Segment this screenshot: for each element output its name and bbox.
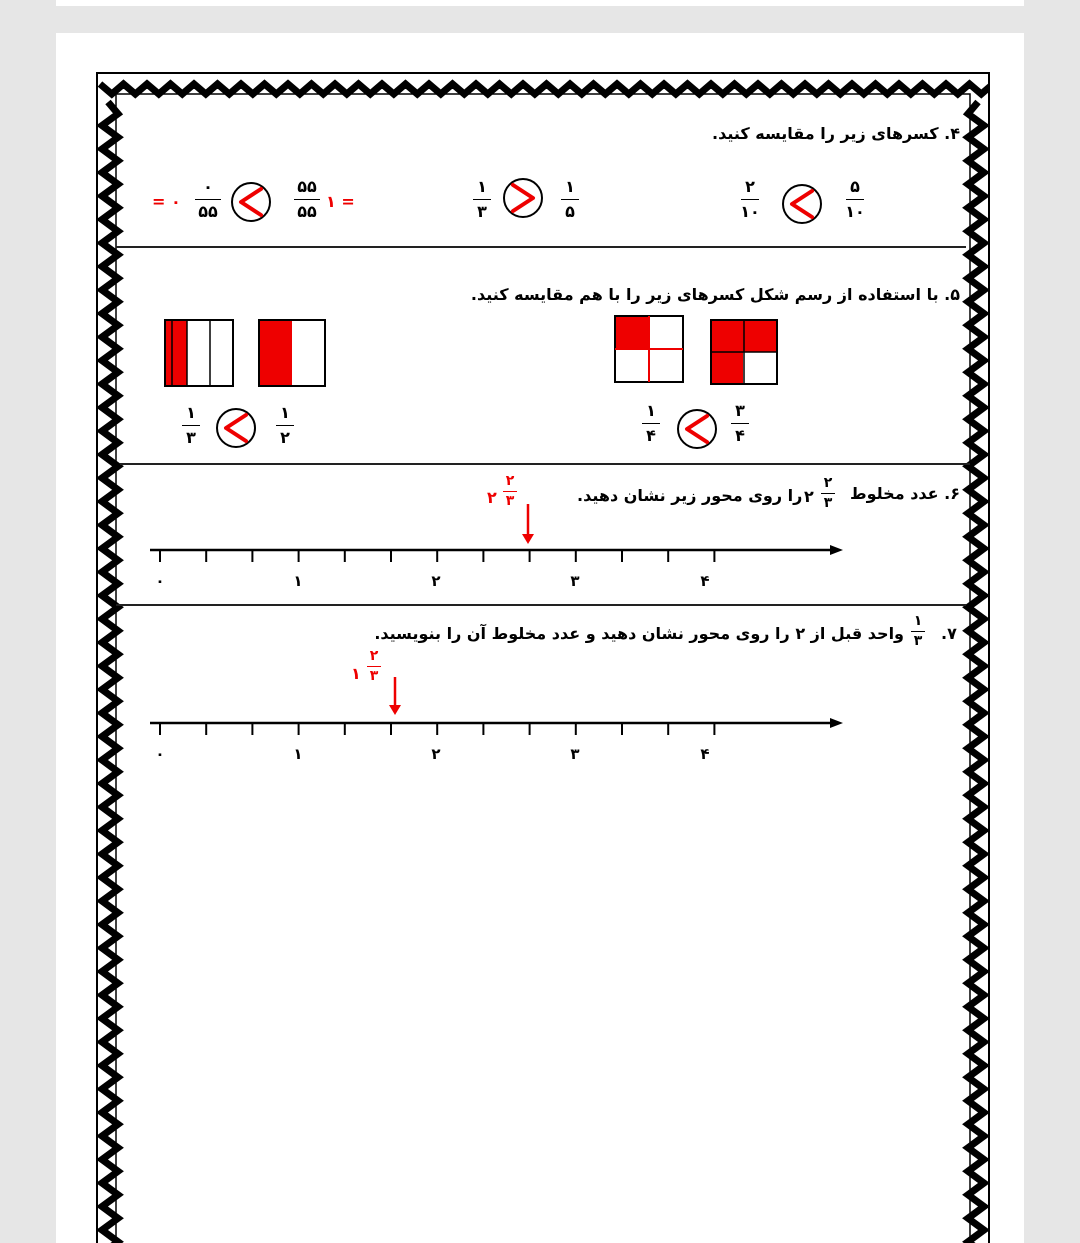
q4-pair2-left-fraction — [558, 178, 582, 221]
denominator: ۳ — [913, 633, 923, 649]
numerator: ۲ — [823, 475, 833, 491]
tick-label-1: ۱ — [293, 745, 303, 763]
q4-pair1-left-fraction — [843, 178, 867, 221]
tick-label-2: ۲ — [431, 745, 441, 763]
numerator: ۱ — [186, 403, 196, 422]
q6-title-part1: ۶. عدد مخلوط — [850, 484, 960, 503]
denominator: ۵ — [565, 202, 575, 221]
q4-pair2-right-fraction — [470, 178, 494, 221]
less-than-sign — [226, 415, 246, 441]
less-than-sign — [792, 191, 812, 217]
denominator: ۱۰ — [845, 202, 865, 221]
greater-than-sign — [513, 185, 533, 211]
q7-fraction — [908, 614, 928, 649]
denominator: ۳ — [823, 495, 833, 511]
q6-title-part2: را روی محور زیر نشان دهید. — [577, 486, 803, 505]
q5-pair2-compare-circle — [214, 406, 258, 450]
divider — [116, 604, 966, 606]
q5-shape-one-quarter — [613, 314, 685, 384]
q4-pair3-left-fraction — [291, 178, 323, 221]
less-than-sign — [687, 416, 707, 442]
denominator: ۴ — [735, 426, 745, 445]
numerator: ۲ — [505, 473, 515, 489]
q6-answer-whole: ۲ — [487, 488, 497, 507]
q6-number-line — [140, 500, 860, 600]
numerator: ۲ — [369, 648, 379, 664]
q4-pair3-compare-circle — [229, 180, 273, 224]
q5-shape-one-third — [163, 318, 235, 388]
tick-label-2: ۲ — [431, 572, 441, 590]
denominator: ۱۰ — [740, 202, 760, 221]
denominator: ۵۵ — [198, 202, 218, 221]
q5-pair2-right-fraction — [179, 404, 203, 447]
less-than-sign — [241, 189, 261, 215]
denominator: ۴ — [646, 426, 656, 445]
tick-label-4: ۴ — [700, 572, 710, 590]
numerator: ۱ — [646, 401, 656, 420]
q5-pair1-right-fraction — [639, 402, 663, 445]
q5-pair1-compare-circle — [675, 407, 719, 451]
numerator: ۳ — [735, 401, 745, 420]
numerator: ۱ — [565, 177, 575, 196]
numerator: ۲ — [745, 177, 755, 196]
q5-shape-one-half — [257, 318, 327, 388]
q5-title: ۵. با استفاده از رسم شکل کسرهای زیر را با هم مقایسه کنید. — [470, 285, 960, 304]
tick-label-1: ۱ — [293, 572, 303, 590]
numerator: ۰ — [203, 177, 213, 196]
q5-pair1-left-fraction — [728, 402, 752, 445]
divider — [116, 246, 966, 248]
tick-label-3: ۳ — [570, 572, 580, 590]
q4-pair1-compare-circle — [780, 182, 824, 226]
q7-number-line — [140, 673, 860, 773]
denominator: ۳ — [505, 493, 515, 509]
q4-pair2-compare-circle — [501, 176, 545, 220]
denominator: ۳ — [477, 202, 487, 221]
tick-label-0: ۰ — [155, 745, 165, 763]
tick-label-0: ۰ — [155, 572, 165, 590]
previous-page-edge — [56, 0, 1024, 6]
numerator: ۵۵ — [297, 177, 317, 196]
denominator: ۵۵ — [297, 202, 317, 221]
q4-title: ۴. کسرهای زیر را مقایسه کنید. — [712, 124, 960, 143]
q4-pair3-equals-one: ۱ = — [326, 192, 355, 211]
q7-title: واحد قبل از ۲ را روی محور نشان دهید و عدد مخلوط آن را بنویسید. — [374, 624, 904, 643]
q6-mixed-whole: ۲ — [804, 487, 814, 506]
tick-label-3: ۳ — [570, 745, 580, 763]
q5-shape-three-quarters — [709, 318, 779, 386]
q4-pair3-right-fraction — [192, 178, 224, 221]
q7-answer-whole: ۱ — [351, 664, 361, 683]
q4-pair3-equals-zero: = ۰ — [152, 192, 181, 211]
numerator: ۱ — [280, 403, 290, 422]
numerator: ۱ — [477, 177, 487, 196]
numerator: ۱ — [913, 613, 923, 629]
q7-number: ۷. — [941, 624, 957, 643]
denominator: ۳ — [369, 668, 379, 684]
numerator: ۵ — [850, 177, 860, 196]
q5-pair2-left-fraction — [273, 404, 297, 447]
denominator: ۳ — [186, 428, 196, 447]
denominator: ۲ — [280, 428, 290, 447]
q4-pair1-right-fraction — [738, 178, 762, 221]
divider — [120, 463, 970, 465]
tick-label-4: ۴ — [700, 745, 710, 763]
